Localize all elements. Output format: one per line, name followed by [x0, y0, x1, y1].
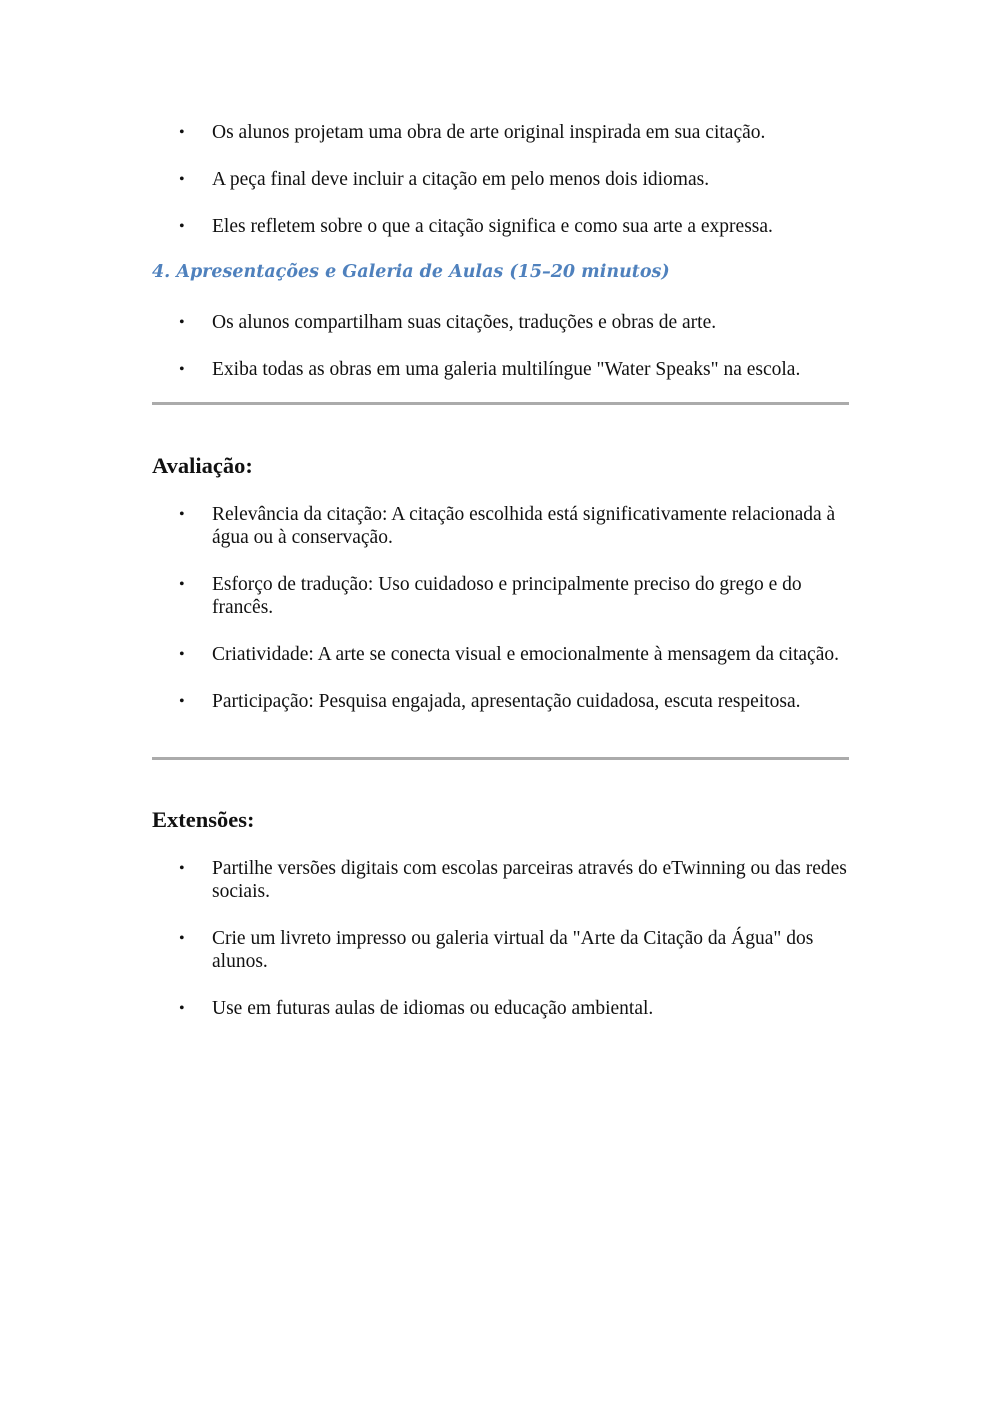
list-item: • Os alunos projetam uma obra de arte original inspirada em sua citação. — [179, 122, 766, 143]
bullet-icon: • — [179, 646, 185, 663]
list-item: • Relevância da citação: A citação escolhida está significativamente relacionada à água ou à conservação. — [179, 504, 836, 548]
list-item: • Criatividade: A arte se conecta visual e emocionalmente à mensagem da citação. — [179, 644, 839, 665]
divider — [152, 402, 849, 405]
bullet-icon: • — [179, 1000, 185, 1017]
bullet-icon: • — [179, 576, 185, 593]
extensions-list — [152, 857, 849, 1020]
list-item: • Eles refletem sobre o que a citação significa e como sua arte a expressa. — [179, 216, 773, 237]
bullet-icon: • — [179, 930, 185, 947]
list-item: • Participação: Pesquisa engajada, apresentação cuidadosa, escuta respeitosa. — [179, 691, 801, 712]
list-item: • Crie um livreto impresso ou galeria virtual da "Arte da Citação da Água" dos alunos. — [179, 928, 814, 972]
bullet-icon: • — [179, 314, 185, 331]
list-item: • Exiba todas as obras em uma galeria multilíngue "Water Speaks" na escola. — [179, 359, 801, 380]
bullet-icon: • — [179, 124, 185, 141]
activity-steps-list — [152, 121, 849, 238]
bullet-icon: • — [179, 171, 185, 188]
section-heading-presentations: 4. Apresentações e Galeria de Aulas (15–20 minutos) — [152, 262, 670, 282]
bullet-icon: • — [179, 860, 185, 877]
list-item: • Esforço de tradução: Uso cuidadoso e principalmente preciso do grego e do francês. — [179, 574, 802, 618]
list-item: • Use em futuras aulas de idiomas ou educação ambiental. — [179, 998, 654, 1019]
assessment-list — [152, 503, 849, 713]
section-heading-extensions: Extensões: — [152, 807, 255, 832]
divider — [152, 757, 849, 760]
bullet-icon: • — [179, 506, 185, 523]
section-heading-assessment: Avaliação: — [152, 453, 253, 478]
presentations-list — [152, 311, 849, 381]
bullet-icon: • — [179, 361, 185, 378]
bullet-icon: • — [179, 218, 185, 235]
bullet-icon: • — [179, 693, 185, 710]
list-item: • Os alunos compartilham suas citações, traduções e obras de arte. — [179, 312, 717, 333]
list-item: • Partilhe versões digitais com escolas parceiras através do eTwinning ou das redes sociais. — [179, 858, 847, 902]
list-item: • A peça final deve incluir a citação em pelo menos dois idiomas. — [179, 169, 710, 190]
